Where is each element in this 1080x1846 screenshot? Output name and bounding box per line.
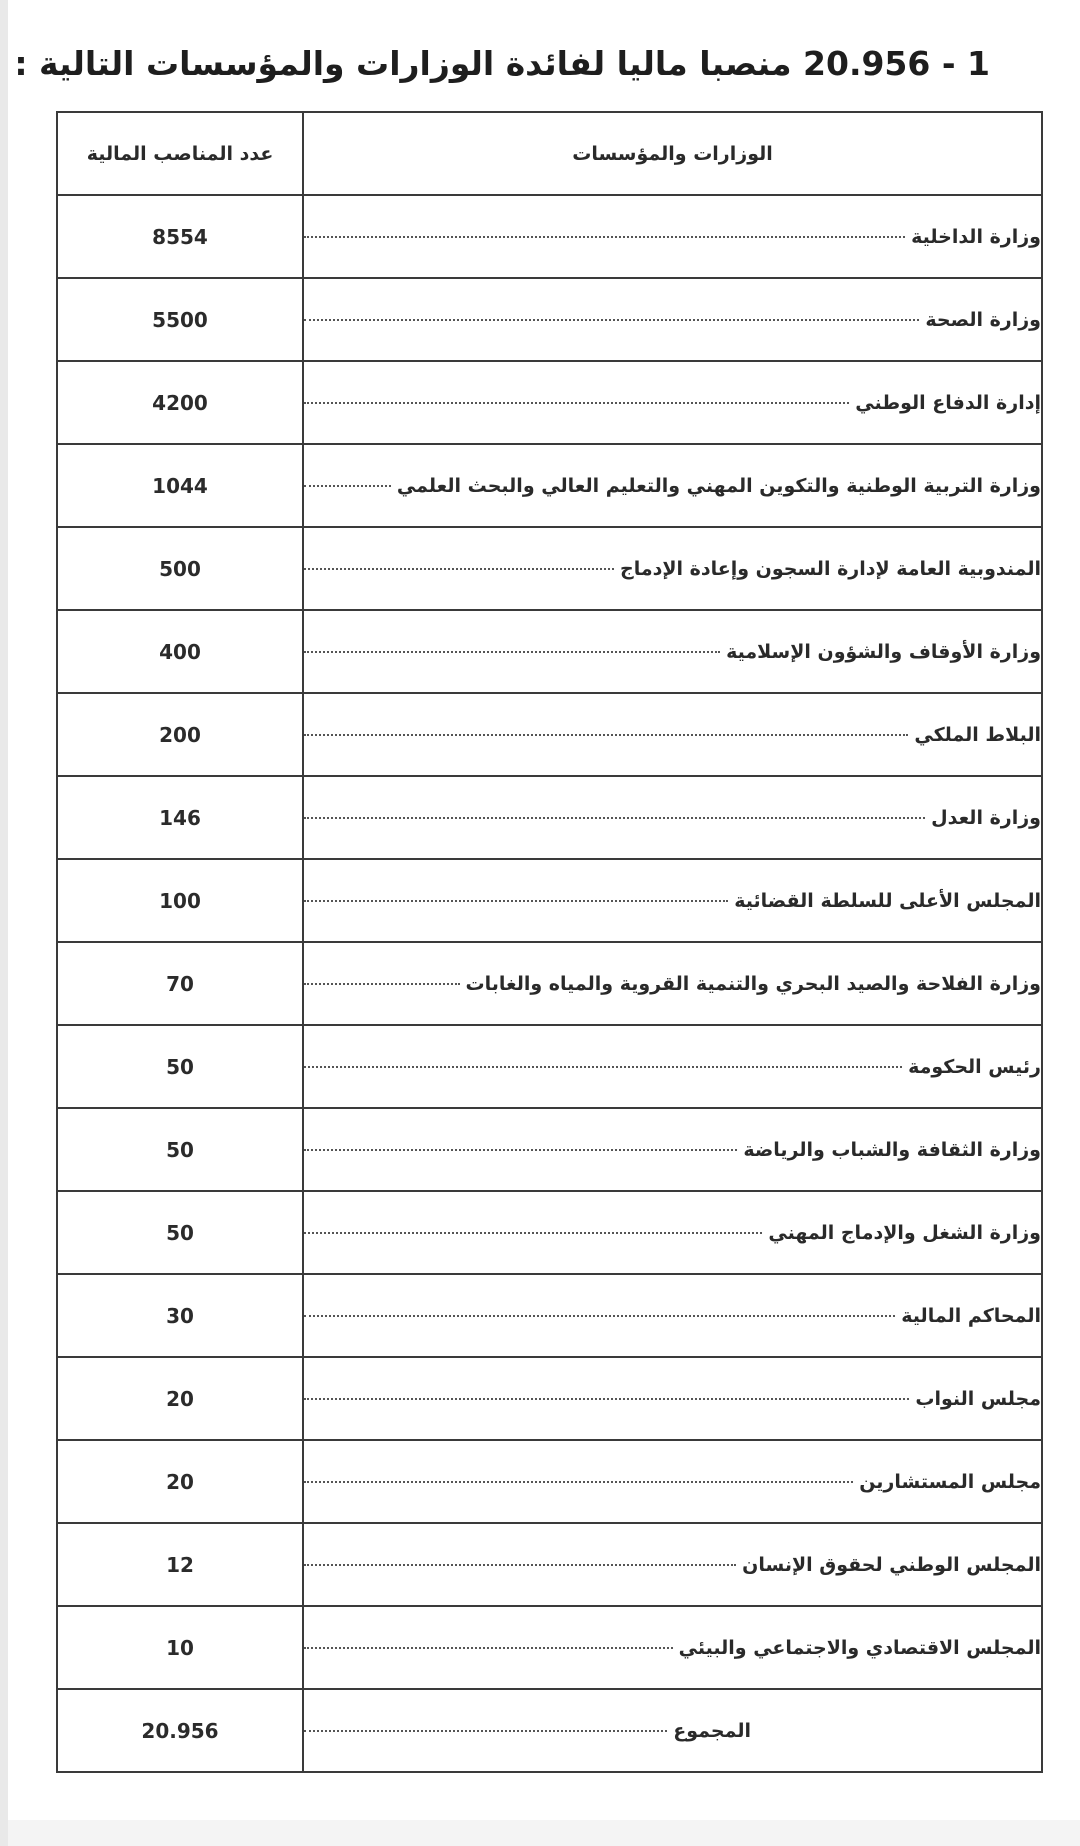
row-name-cell — [303, 1191, 1042, 1274]
row-name: وزارة الأوقاف والشؤون الإسلامية — [726, 640, 1041, 663]
title-number: 20.956 - 1 — [803, 44, 990, 83]
row-name-cell — [303, 1108, 1042, 1191]
page-edge — [0, 0, 8, 1846]
row-name-cell — [303, 527, 1042, 610]
row-name: وزارة الشغل والإدماج المهني — [768, 1221, 1041, 1244]
row-name: البلاط الملكي — [914, 723, 1041, 746]
row-name: وزارة الفلاحة والصيد البحري والتنمية القروية والمياه والغابات — [465, 972, 1041, 995]
dotted-leader — [304, 1149, 737, 1151]
table-row — [57, 444, 1042, 527]
header-institutions: الوزارات والمؤسسات — [303, 112, 1042, 195]
row-name: المجلس الوطني لحقوق الإنسان — [742, 1553, 1041, 1576]
row-count: 50 — [57, 1025, 303, 1108]
row-name: مجلس المستشارين — [859, 1470, 1041, 1493]
table-row — [57, 1606, 1042, 1689]
row-count: 5500 — [57, 278, 303, 361]
row-name: المحاكم المالية — [901, 1304, 1041, 1327]
row-count: 8554 — [57, 195, 303, 278]
row-name-cell — [303, 1606, 1042, 1689]
row-count: 200 — [57, 693, 303, 776]
row-count: 12 — [57, 1523, 303, 1606]
row-count: 50 — [57, 1108, 303, 1191]
row-name-cell — [303, 361, 1042, 444]
row-count: 146 — [57, 776, 303, 859]
row-name: وزارة الصحة — [925, 308, 1041, 331]
dotted-leader — [304, 402, 849, 404]
total-cell — [303, 1689, 1042, 1772]
row-name: المندوبية العامة لإدارة السجون وإعادة الإدماج — [620, 557, 1041, 580]
row-name-cell — [303, 278, 1042, 361]
row-name-cell — [303, 776, 1042, 859]
row-count: 20 — [57, 1357, 303, 1440]
row-count: 30 — [57, 1274, 303, 1357]
row-name: رئيس الحكومة — [908, 1055, 1041, 1078]
dotted-leader — [304, 1481, 853, 1483]
row-name-cell — [303, 195, 1042, 278]
row-name: وزارة الداخلية — [911, 225, 1041, 248]
row-name-cell — [303, 859, 1042, 942]
row-count: 100 — [57, 859, 303, 942]
row-count: 70 — [57, 942, 303, 1025]
table-row — [57, 278, 1042, 361]
table-row — [57, 776, 1042, 859]
row-name: وزارة العدل — [931, 806, 1041, 829]
row-count: 10 — [57, 1606, 303, 1689]
dotted-leader — [304, 1232, 762, 1234]
title-text: منصبا ماليا لفائدة الوزارات والمؤسسات التالية : — [14, 44, 792, 83]
table-row — [57, 1274, 1042, 1357]
row-count: 50 — [57, 1191, 303, 1274]
table-row — [57, 1025, 1042, 1108]
row-name-cell — [303, 693, 1042, 776]
dotted-leader — [304, 319, 919, 321]
dotted-leader — [304, 1564, 736, 1566]
row-name-cell — [303, 942, 1042, 1025]
row-name-cell — [303, 1523, 1042, 1606]
table-row — [57, 361, 1042, 444]
positions-table — [56, 111, 1043, 1773]
dotted-leader — [304, 1066, 902, 1068]
table-row — [57, 693, 1042, 776]
dotted-leader — [304, 900, 728, 902]
table-row — [57, 1191, 1042, 1274]
dotted-leader — [304, 1730, 667, 1732]
row-count: 4200 — [57, 361, 303, 444]
dotted-leader — [304, 485, 391, 487]
row-name-cell — [303, 1025, 1042, 1108]
table-row — [57, 1357, 1042, 1440]
total-label: المجموع — [673, 1719, 751, 1742]
row-name: وزارة الثقافة والشباب والرياضة — [743, 1138, 1041, 1161]
dotted-leader — [304, 817, 925, 819]
row-count: 400 — [57, 610, 303, 693]
dotted-leader — [304, 983, 460, 985]
dotted-leader — [304, 1647, 673, 1649]
table-row — [57, 1440, 1042, 1523]
table-row — [57, 859, 1042, 942]
row-name: إدارة الدفاع الوطني — [855, 391, 1041, 414]
row-name-cell — [303, 1357, 1042, 1440]
dotted-leader — [304, 734, 908, 736]
row-count: 1044 — [57, 444, 303, 527]
dotted-leader — [304, 651, 720, 653]
table-row — [57, 195, 1042, 278]
page-title — [14, 38, 990, 90]
total-row — [57, 1689, 1042, 1772]
table-header-row — [57, 112, 1042, 195]
header-count: عدد المناصب المالية — [57, 112, 303, 195]
table-row — [57, 1523, 1042, 1606]
table-row — [57, 942, 1042, 1025]
dotted-leader — [304, 1315, 895, 1317]
row-name-cell — [303, 610, 1042, 693]
row-name: المجلس الاقتصادي والاجتماعي والبيئي — [678, 1636, 1041, 1659]
row-name-cell — [303, 1440, 1042, 1523]
row-name: وزارة التربية الوطنية والتكوين المهني والتعليم العالي والبحث العلمي — [396, 474, 1041, 497]
dotted-leader — [304, 1398, 909, 1400]
table-row — [57, 527, 1042, 610]
row-name: المجلس الأعلى للسلطة القضائية — [734, 889, 1041, 912]
row-name-cell — [303, 444, 1042, 527]
row-count: 20 — [57, 1440, 303, 1523]
dotted-leader — [304, 236, 905, 238]
table-row — [57, 610, 1042, 693]
table-row — [57, 1108, 1042, 1191]
row-count: 500 — [57, 527, 303, 610]
dotted-leader — [304, 568, 614, 570]
table-body — [57, 195, 1042, 1772]
row-name: مجلس النواب — [915, 1387, 1041, 1410]
row-name-cell — [303, 1274, 1042, 1357]
total-count: 20.956 — [57, 1689, 303, 1772]
